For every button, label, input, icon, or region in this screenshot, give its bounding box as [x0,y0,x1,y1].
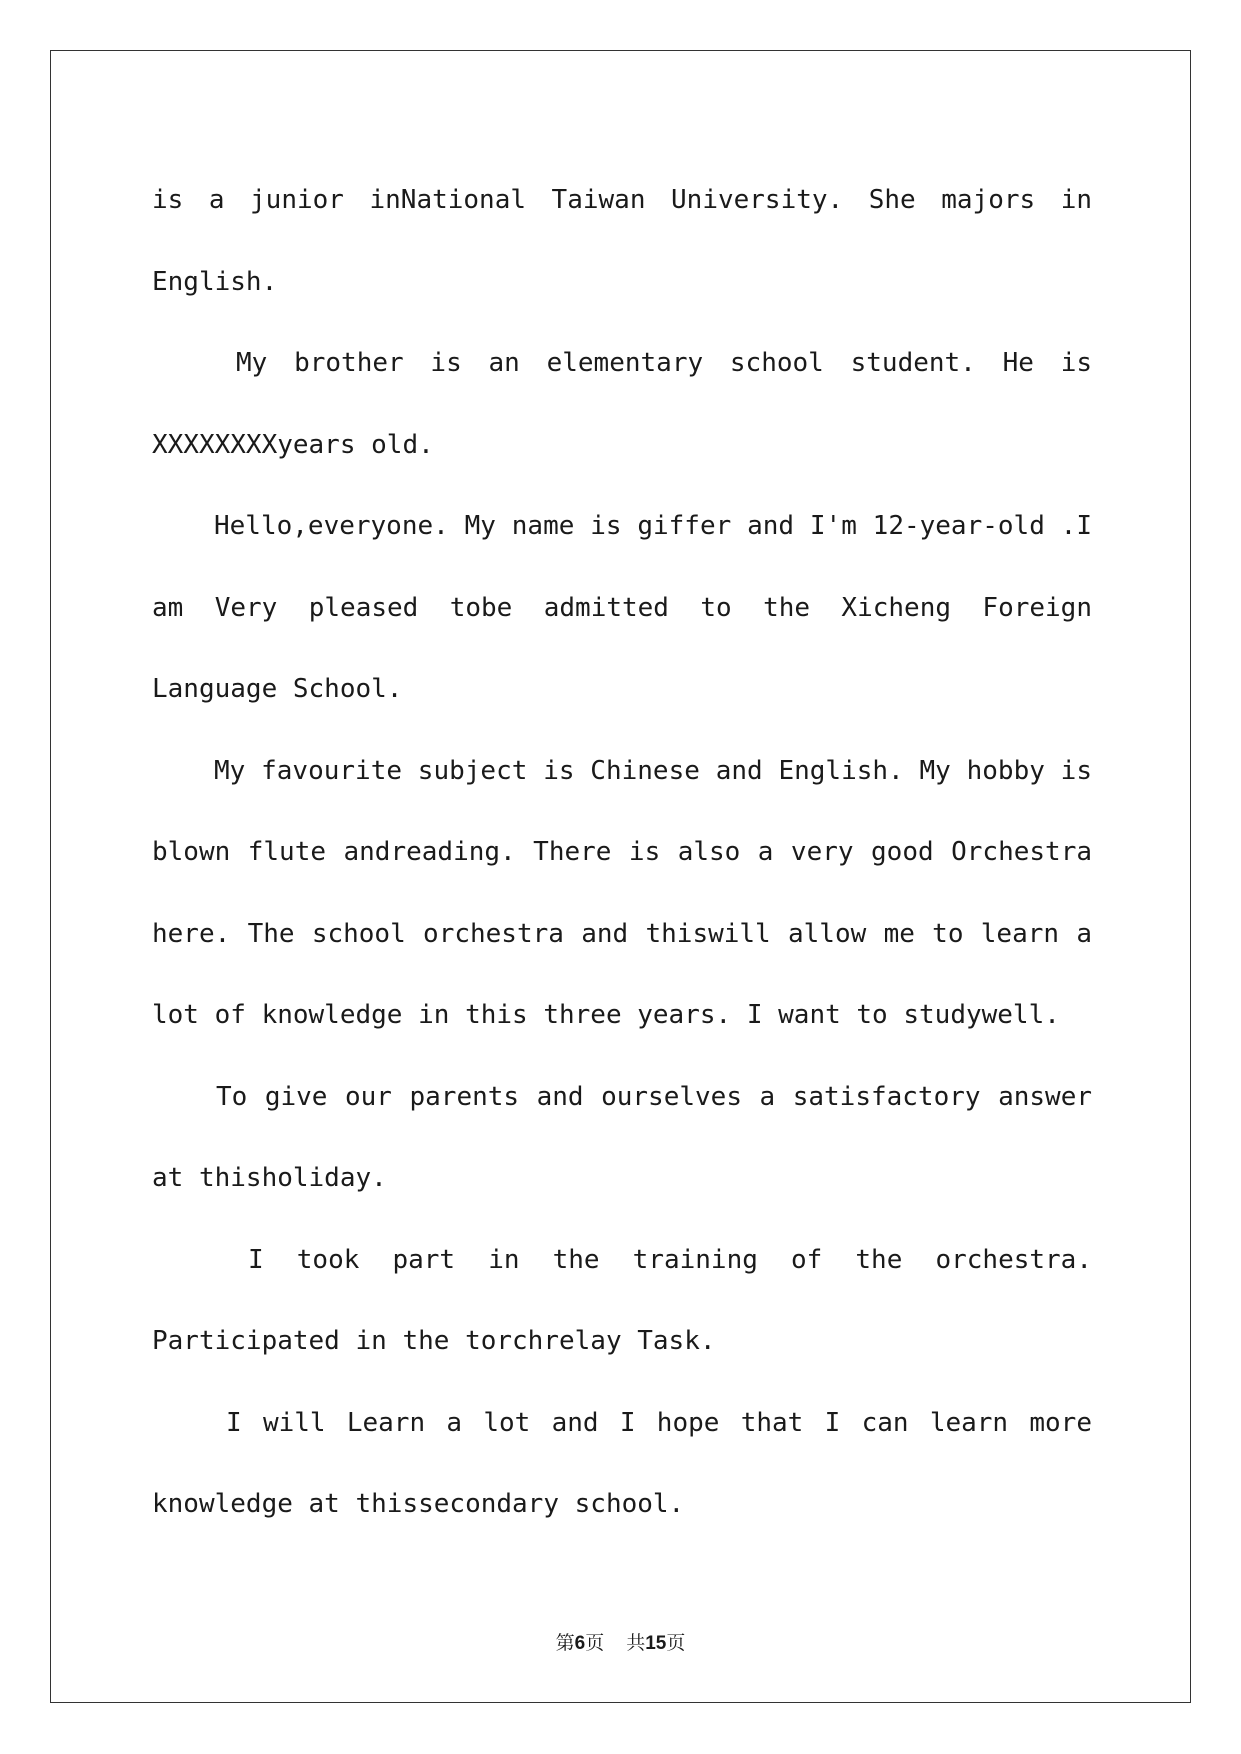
text-line: here. The school orchestra and thiswill allow me to learn a [152,918,1092,949]
text-line: Hello,everyone. My name is giffer and I'm 12-year-old .I [214,511,1092,541]
text-line: I will Learn a lot and I hope that I can learn more [226,1407,1092,1438]
footer-prefix: 第 [555,1632,575,1654]
text-line: My favourite subject is Chinese and English. My hobby is [214,755,1092,786]
text-line: My brother is an elementary school student. He is [236,348,1092,378]
footer-total-prefix: 共 [626,1632,646,1654]
text-line: English. [152,266,278,297]
footer-page-number: 6 [574,1633,586,1654]
footer-total-pages: 15 [645,1633,667,1654]
text-line: To give our parents and ourselves a satisfactory answer [216,1081,1092,1112]
page-footer [0,1628,1241,1655]
footer-total-suffix: 页 [666,1632,686,1654]
text-line: lot of knowledge in this three years. I want to studywell. [152,1000,1060,1030]
text-line: at thisholiday. [152,1163,387,1193]
document-body [152,160,1092,1546]
text-line: Participated in the torchrelay Task. [152,1326,716,1356]
footer-page-suffix: 页 [585,1632,605,1654]
text-line: am Very pleased tobe admitted to the Xicheng Foreign [152,592,1092,623]
text-line: is a junior inNational Taiwan University. She majors in [152,185,1092,215]
text-line: Language School. [152,674,403,704]
text-line: XXXXXXXXyears old. [152,429,434,460]
text-line: blown flute andreading. There is also a very good Orchestra [152,837,1092,867]
text-line: I took part in the training of the orchestra. [248,1244,1092,1275]
text-line: knowledge at thissecondary school. [152,1489,685,1519]
